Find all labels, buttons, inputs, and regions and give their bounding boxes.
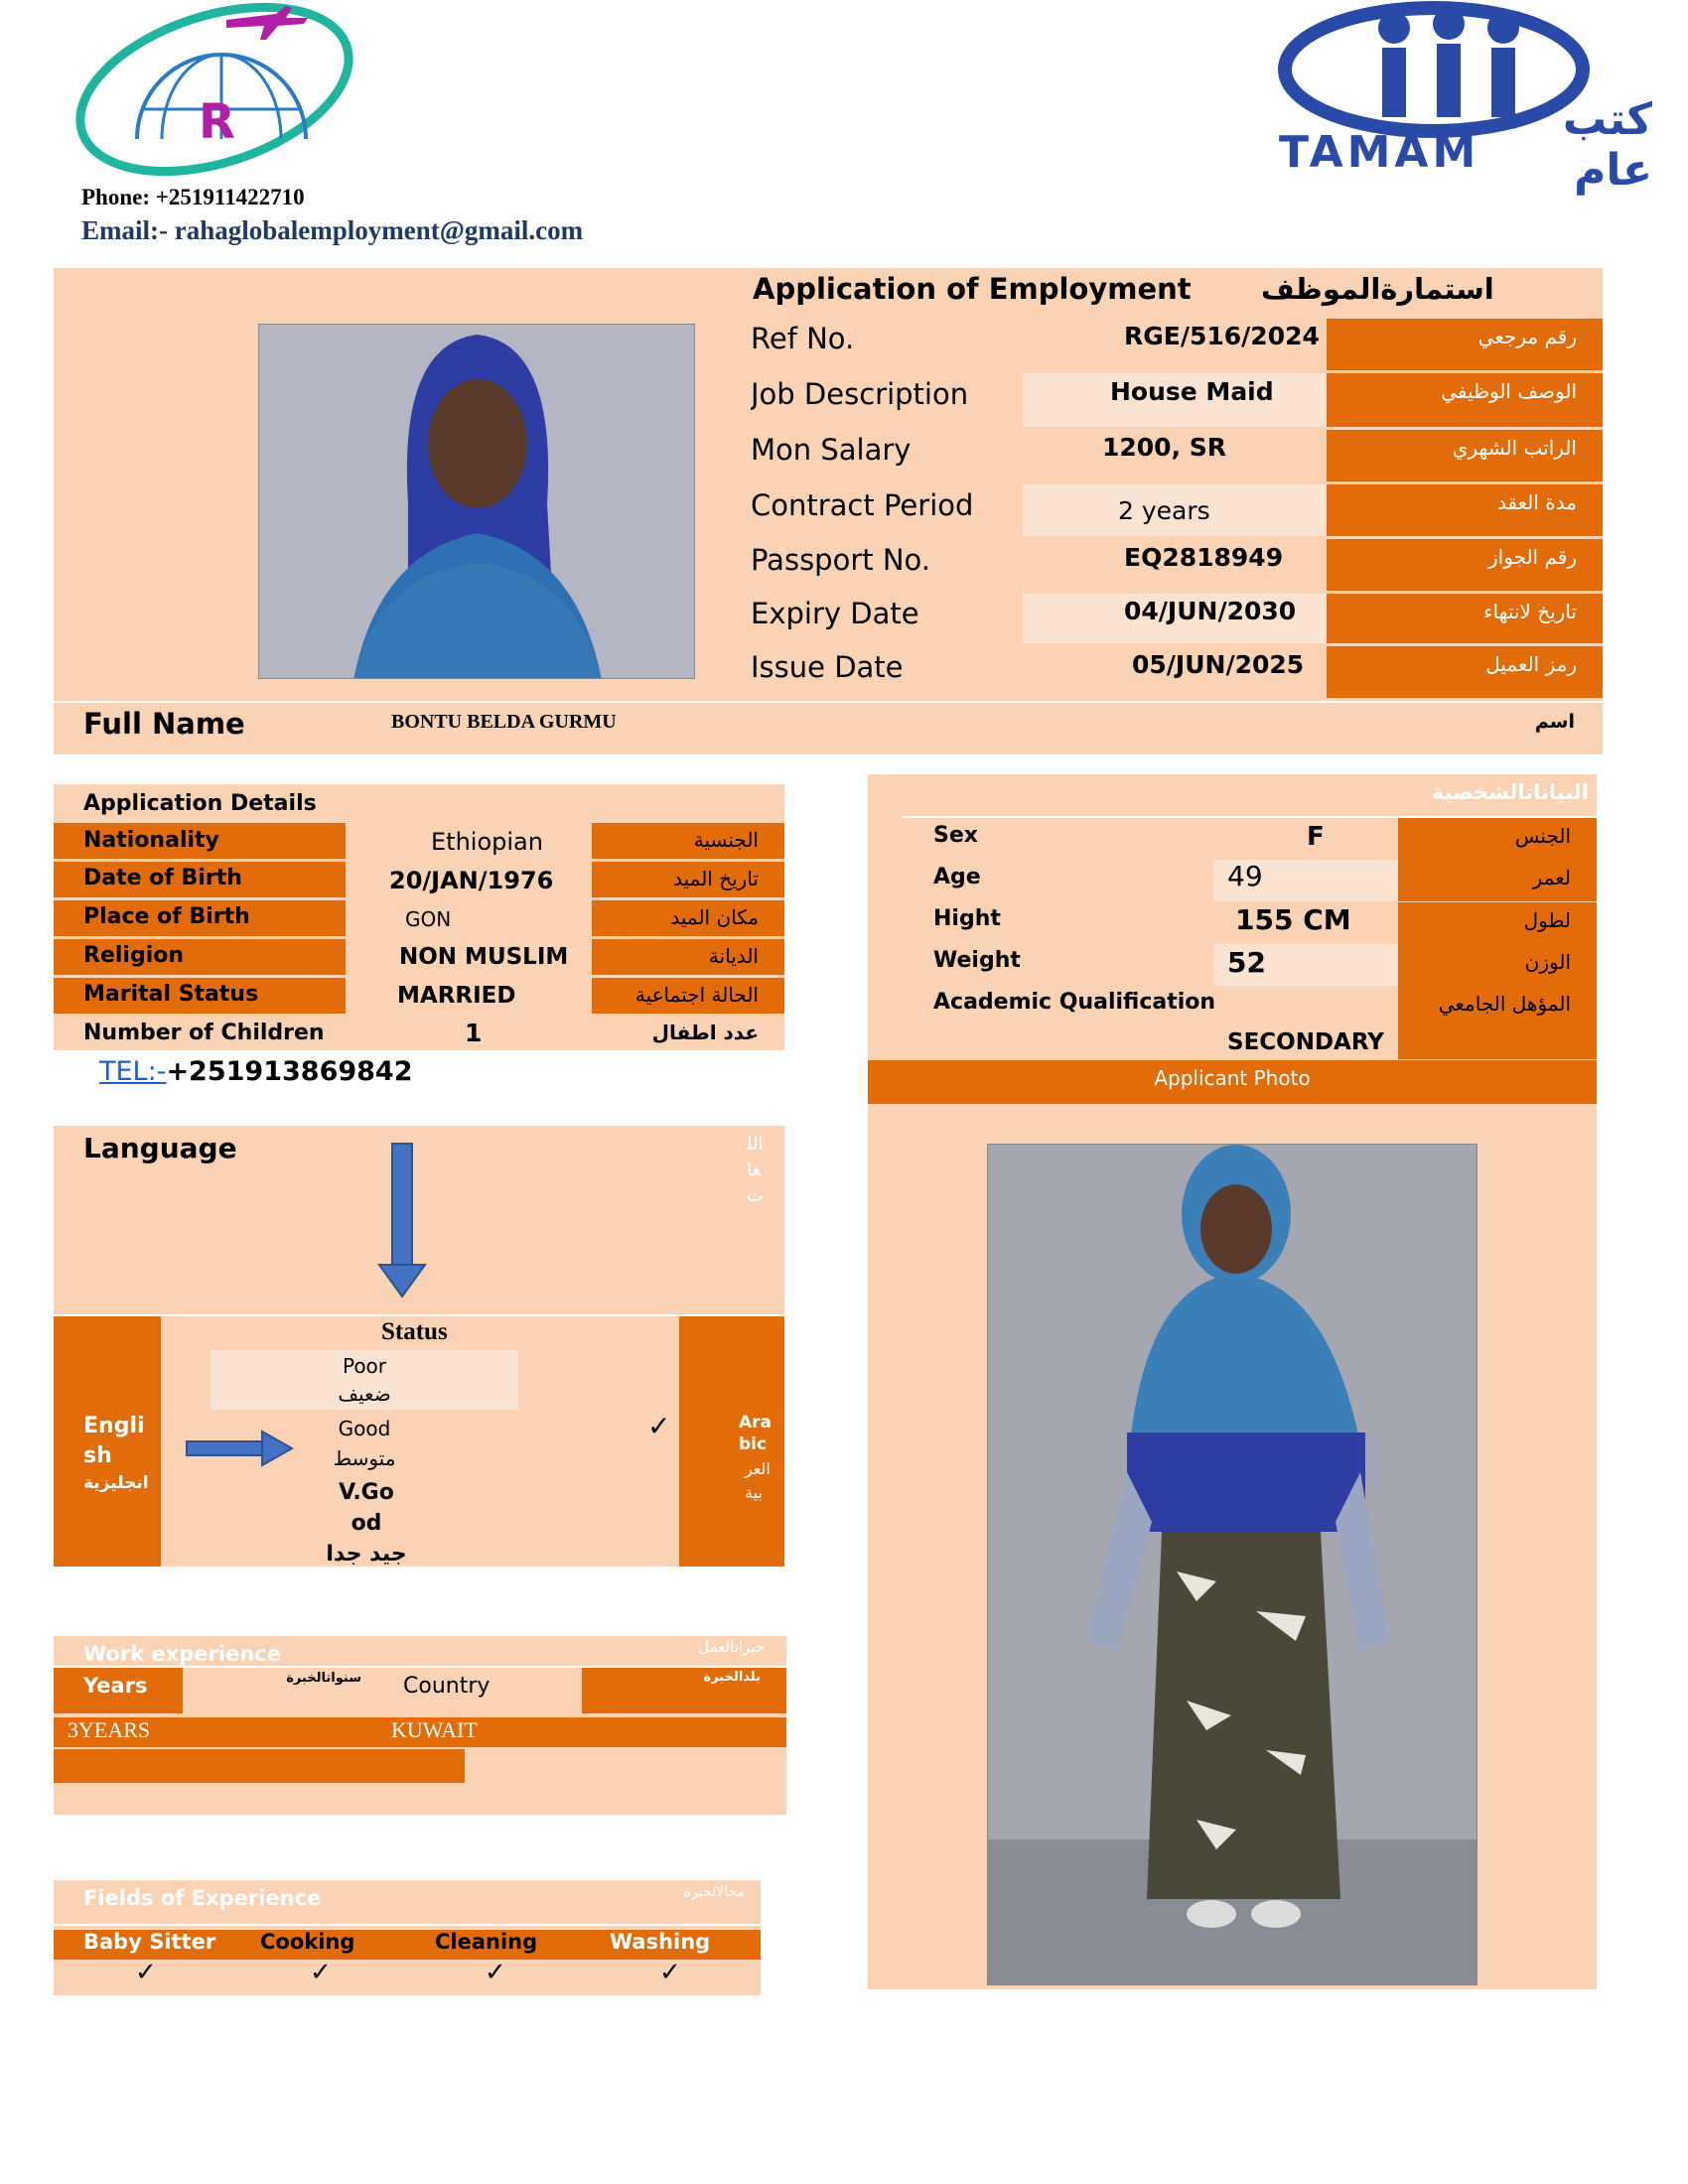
app-row-label: Passport No. xyxy=(751,543,930,577)
app-row-label: Contract Period xyxy=(751,488,974,522)
country-arabic: بلدالخبرة xyxy=(703,1670,761,1685)
detail-arabic: تاريخ الميد xyxy=(592,862,784,897)
tamam-text: TAMAM xyxy=(1279,127,1480,178)
detail-arabic: عدد اطفال xyxy=(651,1021,759,1044)
work-title-arabic: خبراتالعمل xyxy=(698,1638,765,1656)
fields-title-arabic: مجالالخبرة xyxy=(683,1884,745,1900)
language-title: Language xyxy=(83,1132,237,1164)
app-row-arabic: الراتب الشهري xyxy=(1327,430,1603,481)
phone-text: Phone: +251911422710 xyxy=(81,185,305,209)
english-arabic: انجليزية xyxy=(83,1473,149,1493)
tamam-arabic: كتب عام xyxy=(1562,94,1652,196)
app-title: Application of Employment xyxy=(753,272,1192,306)
field-check-cleaning: ✓ xyxy=(485,1958,506,1987)
country-label: Country xyxy=(403,1674,491,1699)
status-vgood-en: V.Go od xyxy=(339,1480,394,1536)
app-row-arabic: الوصف الوظيفي xyxy=(1327,373,1603,427)
years-arabic: سنواتالخبرة xyxy=(286,1671,361,1686)
app-row-arabic: رمز العميل xyxy=(1327,646,1603,698)
sex-label: Sex xyxy=(933,823,978,848)
years-label: Years xyxy=(83,1674,148,1698)
detail-label: Number of Children xyxy=(83,1021,325,1045)
language-grid-line xyxy=(54,1314,784,1316)
detail-value: 1 xyxy=(465,1019,483,1047)
app-row-arabic: رقم الجواز xyxy=(1327,539,1603,591)
english-good-check: ✓ xyxy=(647,1410,671,1442)
detail-arabic: الديانة xyxy=(592,939,784,975)
status-good-en: Good xyxy=(338,1417,391,1440)
app-row-value: 05/JUN/2025 xyxy=(1132,650,1305,679)
status-poor-ar: ضعيف xyxy=(338,1382,391,1406)
app-row-label: Job Description xyxy=(751,377,969,411)
detail-value: NON MUSLIM xyxy=(399,944,569,970)
status-poor-en: Poor xyxy=(342,1354,387,1378)
full-name-arabic: اسم xyxy=(1534,711,1575,733)
full-name-label: Full Name xyxy=(83,707,245,741)
app-row-value: RGE/516/2024 xyxy=(1124,322,1320,350)
status-poor xyxy=(211,1352,518,1408)
app-row-value: 1200, SR xyxy=(1102,433,1227,462)
field-check-baby-sitter: ✓ xyxy=(135,1958,157,1987)
weight-arabic: الوزن xyxy=(1398,944,1597,986)
english-label: Engli sh xyxy=(83,1414,145,1468)
app-row-arabic: رقم مرجعي xyxy=(1327,319,1603,370)
personal-title-arabic: البياناتالشخصية xyxy=(1431,780,1589,804)
height-value: 155 CM xyxy=(1235,903,1351,936)
detail-arabic: مكان الميد xyxy=(592,900,784,936)
age-value: 49 xyxy=(1227,860,1263,892)
down-arrow-icon xyxy=(377,1142,427,1300)
app-row-value: EQ2818949 xyxy=(1124,543,1284,572)
arabic-arabic: العربية xyxy=(745,1459,771,1502)
field-check-washing: ✓ xyxy=(659,1958,681,1987)
work-years-value: 3YEARS xyxy=(68,1717,151,1742)
detail-value: 20/JAN/1976 xyxy=(389,867,554,894)
academic-value: SECONDARY xyxy=(1227,1029,1384,1055)
age-arabic: لعمر xyxy=(1398,860,1597,901)
academic-arabic: المؤهل الجامعي xyxy=(1398,986,1597,1059)
app-row-value: House Maid xyxy=(1110,377,1274,406)
full-name-divider xyxy=(54,701,1603,703)
weight-value: 52 xyxy=(1227,946,1266,979)
detail-value: GON xyxy=(405,907,452,931)
field-cooking: Cooking xyxy=(260,1930,355,1954)
tel-label[interactable]: TEL:- xyxy=(99,1056,167,1087)
fields-title: Fields of Experience xyxy=(83,1886,322,1910)
detail-arabic: الجنسية xyxy=(592,823,784,859)
weight-label: Weight xyxy=(933,948,1021,973)
app-row-arabic: مدة العقد xyxy=(1327,484,1603,536)
detail-label: Date of Birth xyxy=(83,866,242,890)
detail-label: Place of Birth xyxy=(83,904,250,929)
detail-arabic: الحالة اجتماعية xyxy=(592,978,784,1014)
arabic-label: Ara bic xyxy=(739,1413,773,1454)
right-arrow-icon xyxy=(185,1430,294,1469)
tel-line xyxy=(99,1056,413,1087)
language-title-arabic: اللغات xyxy=(747,1134,764,1206)
photo-caption: Applicant Photo xyxy=(1154,1066,1311,1090)
status-label: Status xyxy=(381,1318,448,1345)
app-title-arabic: استمارةالموظف xyxy=(1261,272,1494,306)
detail-label: Religion xyxy=(83,943,185,968)
app-row-label: Issue Date xyxy=(751,650,904,684)
sex-arabic: الجنس xyxy=(1398,818,1597,860)
height-arabic: لطول xyxy=(1398,902,1597,944)
app-row-arabic: تاريخ لانتهاء xyxy=(1327,594,1603,643)
detail-label: Marital Status xyxy=(83,982,259,1007)
app-row-value: 2 years xyxy=(1118,496,1210,525)
status-vgood-ar: جيد جدا xyxy=(326,1542,407,1567)
field-baby-sitter: Baby Sitter xyxy=(83,1930,216,1954)
details-title: Application Details xyxy=(83,791,317,816)
tamam-logo xyxy=(1275,0,1652,196)
full-name-value: BONTU BELDA GURMU xyxy=(391,711,617,733)
status-good-ar: متوسط xyxy=(333,1446,396,1470)
field-check-cooking: ✓ xyxy=(310,1958,332,1987)
status-vgood xyxy=(322,1477,411,1570)
field-cleaning: Cleaning xyxy=(435,1930,538,1954)
raha-logo xyxy=(68,0,365,179)
detail-value: Ethiopian xyxy=(431,828,543,856)
app-row-label: Expiry Date xyxy=(751,597,919,630)
work-title: Work experience xyxy=(83,1642,281,1666)
tel-value: +251913869842 xyxy=(166,1056,413,1087)
age-label: Age xyxy=(933,865,981,889)
sex-value: F xyxy=(1307,822,1325,852)
academic-label: Academic Qualification xyxy=(933,990,1216,1015)
full-body-photo xyxy=(987,1144,1477,1985)
app-row-value: 04/JUN/2030 xyxy=(1124,597,1297,625)
fields-divider xyxy=(54,1924,761,1926)
detail-label: Nationality xyxy=(83,828,219,853)
work-empty-row xyxy=(54,1749,465,1783)
email-text: Email:- rahaglobalemployment@gmail.com xyxy=(81,215,584,245)
detail-value: MARRIED xyxy=(397,983,516,1009)
field-washing: Washing xyxy=(610,1930,711,1954)
work-country-value: KUWAIT xyxy=(391,1717,478,1742)
face-photo xyxy=(258,324,695,679)
app-row-label: Ref No. xyxy=(751,322,855,355)
logo-letter: R xyxy=(199,94,235,150)
app-row-label: Mon Salary xyxy=(751,433,912,467)
height-label: Hight xyxy=(933,906,1001,931)
